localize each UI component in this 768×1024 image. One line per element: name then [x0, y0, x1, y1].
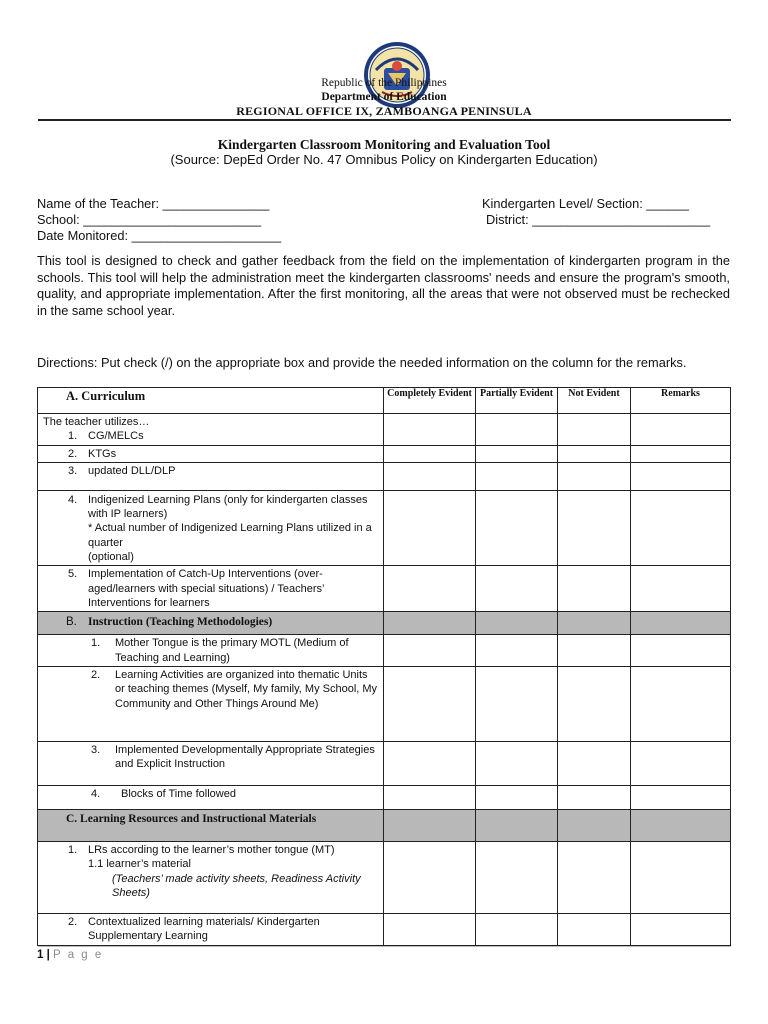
criterion-text: Implemented Developmentally Appropriate Strategies and Explicit Instruction — [115, 743, 375, 771]
criterion-cell — [38, 414, 384, 446]
not-evident-checkbox[interactable] — [558, 566, 631, 612]
criterion-optional-note: (optional) — [88, 551, 134, 564]
col-not-evident-label: Not Evident — [568, 388, 620, 399]
remarks-cell[interactable] — [631, 445, 731, 462]
completely-evident-checkbox[interactable] — [384, 741, 476, 785]
completely-evident-checkbox[interactable] — [384, 841, 476, 913]
remarks-cell[interactable] — [631, 741, 731, 785]
col-partially-evident-label: Partially Evident — [479, 388, 554, 399]
department-line: Department of Education — [321, 91, 447, 103]
col-remarks-label: Remarks — [661, 388, 700, 399]
item-number: 2. — [68, 447, 78, 460]
section-c-title: C. Learning Resources and Instructional Materials — [66, 812, 317, 825]
section-c-header-row — [38, 809, 731, 841]
criterion-text: Learning Activities are organized into thematic Units or teaching themes (Myself, My family, My School, My Community and Other Things Around Me) — [115, 668, 378, 710]
col-completely-evident — [384, 388, 476, 414]
criterion-text: LRs according to the learner’s mother tongue (MT) — [88, 843, 335, 856]
table-row — [38, 462, 731, 490]
criterion-cell — [38, 841, 384, 913]
item-number: 2. — [68, 915, 78, 928]
col-not-evident — [558, 388, 631, 414]
completely-evident-checkbox[interactable] — [384, 445, 476, 462]
partially-evident-checkbox[interactable] — [476, 741, 558, 785]
section-b-header-row — [38, 612, 731, 635]
page-footer — [37, 949, 103, 961]
district-field: District: _________________________ — [486, 212, 711, 227]
criterion-cell — [38, 635, 384, 667]
table-row — [38, 635, 731, 667]
section-c-title-cell — [38, 809, 384, 841]
partially-evident-checkbox[interactable] — [476, 913, 558, 945]
document-title: Kindergarten Classroom Monitoring and Evaluation Tool — [217, 137, 551, 152]
not-evident-checkbox[interactable] — [558, 666, 631, 741]
item-number: 3. — [68, 464, 78, 477]
criterion-cell — [38, 666, 384, 741]
item-number: 1. — [91, 637, 101, 650]
table-row — [38, 566, 731, 612]
partially-evident-checkbox[interactable] — [476, 841, 558, 913]
kindergarten-level-field: Kindergarten Level/ Section: ______ — [482, 196, 690, 211]
not-evident-checkbox[interactable] — [558, 635, 631, 667]
page-number: 1 — [37, 949, 44, 961]
criterion-text: Contextualized learning materials/ Kindergarten Supplementary Learning — [88, 915, 320, 943]
criterion-cell — [38, 445, 384, 462]
school-field: School: _________________________ — [37, 212, 262, 227]
not-evident-checkbox[interactable] — [558, 414, 631, 446]
partially-evident-checkbox[interactable] — [476, 445, 558, 462]
criterion-cell — [38, 566, 384, 612]
criterion-cell — [38, 741, 384, 785]
table-row — [38, 414, 731, 446]
remarks-cell[interactable] — [631, 913, 731, 945]
item-number: 3. — [91, 743, 101, 756]
remarks-cell[interactable] — [631, 785, 731, 809]
partially-evident-checkbox[interactable] — [476, 635, 558, 667]
not-evident-checkbox[interactable] — [558, 490, 631, 565]
item-number: 4. — [91, 787, 101, 800]
criterion-text: updated DLL/DLP — [88, 464, 176, 477]
header-divider — [38, 119, 731, 121]
partially-evident-checkbox[interactable] — [476, 785, 558, 809]
teacher-name-field: Name of the Teacher: _______________ — [37, 196, 270, 211]
directions-paragraph: Directions: Put check (/) on the appropriate box and provide the needed information on the column for the remarks. — [37, 355, 687, 370]
criterion-cell — [38, 462, 384, 490]
document-source: (Source: DepEd Order No. 47 Omnibus Policy on Kindergarten Education) — [170, 152, 598, 167]
completely-evident-checkbox[interactable] — [384, 490, 476, 565]
completely-evident-checkbox[interactable] — [384, 566, 476, 612]
item-number: 4. — [68, 493, 78, 506]
completely-evident-checkbox[interactable] — [384, 913, 476, 945]
not-evident-checkbox[interactable] — [558, 841, 631, 913]
criterion-text: Mother Tongue is the primary MOTL (Medium of Teaching and Learning) — [115, 637, 349, 664]
item-number: 5. — [68, 568, 78, 581]
not-evident-checkbox[interactable] — [558, 913, 631, 945]
criterion-cell — [38, 785, 384, 809]
partially-evident-checkbox[interactable] — [476, 414, 558, 446]
table-row — [38, 913, 731, 945]
page-separator: | — [46, 949, 50, 961]
criterion-subtext-italic: (Teachers’ made activity sheets, Readiness Activity Sheets) — [112, 872, 361, 899]
item-number: 1. — [68, 843, 78, 856]
section-b-title: Instruction (Teaching Methodologies) — [88, 616, 273, 629]
footer-divider — [38, 946, 731, 947]
item-number: 2. — [91, 668, 101, 681]
criterion-subtext: * Actual number of Indigenized Learning Plans utilized in a quarter — [88, 522, 372, 549]
criterion-text: Indigenized Learning Plans (only for kindergarten classes with IP learners) — [88, 493, 368, 521]
monitoring-table — [37, 387, 731, 946]
not-evident-checkbox[interactable] — [558, 741, 631, 785]
partially-evident-checkbox[interactable] — [476, 490, 558, 565]
table-row — [38, 785, 731, 809]
table-row — [38, 445, 731, 462]
section-a-lead: The teacher utilizes… — [43, 416, 150, 428]
criterion-text: Implementation of Catch-Up Interventions (over-aged/learners with special situations) / Teachers’ Interventions for learners — [88, 568, 325, 609]
criterion-cell — [38, 913, 384, 945]
criterion-text: KTGs — [88, 447, 117, 460]
completely-evident-checkbox[interactable] — [384, 666, 476, 741]
section-b-title-cell — [38, 612, 384, 635]
criterion-cell — [38, 490, 384, 565]
section-a-title-cell — [38, 388, 384, 414]
section-a-title: A. Curriculum — [66, 389, 146, 403]
remarks-cell[interactable] — [631, 566, 731, 612]
date-monitored-field: Date Monitored: _____________________ — [37, 228, 282, 243]
completely-evident-checkbox[interactable] — [384, 635, 476, 667]
remarks-cell[interactable] — [631, 841, 731, 913]
col-remarks — [631, 388, 731, 414]
not-evident-checkbox[interactable] — [558, 445, 631, 462]
not-evident-checkbox[interactable] — [558, 462, 631, 490]
remarks-cell[interactable] — [631, 414, 731, 446]
table-row — [38, 741, 731, 785]
criterion-text: Blocks of Time followed — [121, 787, 236, 800]
item-number: 1. — [68, 430, 78, 443]
completely-evident-checkbox[interactable] — [384, 462, 476, 490]
intro-paragraph: This tool is designed to check and gather feedback from the field on the implementation of kindergarten program in the schools. This tool will help the administration meet the kindergarten classrooms' needs and ensure the program's smooth, quality, and appropriate implementation. After the first monitoring, all the areas that were not observed must be rechecked in the same school year. — [37, 253, 730, 318]
partially-evident-checkbox[interactable] — [476, 566, 558, 612]
remarks-cell[interactable] — [631, 490, 731, 565]
partially-evident-checkbox[interactable] — [476, 462, 558, 490]
completely-evident-checkbox[interactable] — [384, 414, 476, 446]
remarks-cell[interactable] — [631, 462, 731, 490]
not-evident-checkbox[interactable] — [558, 785, 631, 809]
criterion-text: CG/MELCs — [88, 430, 144, 443]
section-b-letter: B. — [66, 616, 77, 629]
region-line: REGIONAL OFFICE IX, ZAMBOANGA PENINSULA — [236, 104, 532, 118]
col-completely-evident-label: Completely Evident — [387, 388, 472, 399]
table-row — [38, 841, 731, 913]
completely-evident-checkbox[interactable] — [384, 785, 476, 809]
partially-evident-checkbox[interactable] — [476, 666, 558, 741]
remarks-cell[interactable] — [631, 666, 731, 741]
col-partially-evident — [476, 388, 558, 414]
table-row — [38, 666, 731, 741]
page-label: P a g e — [53, 949, 104, 961]
section-a-header-row — [38, 388, 731, 414]
republic-line: Republic of the Philippines — [321, 77, 447, 89]
remarks-cell[interactable] — [631, 635, 731, 667]
table-row — [38, 490, 731, 565]
criterion-subtext: 1.1 learner’s material — [88, 858, 191, 871]
